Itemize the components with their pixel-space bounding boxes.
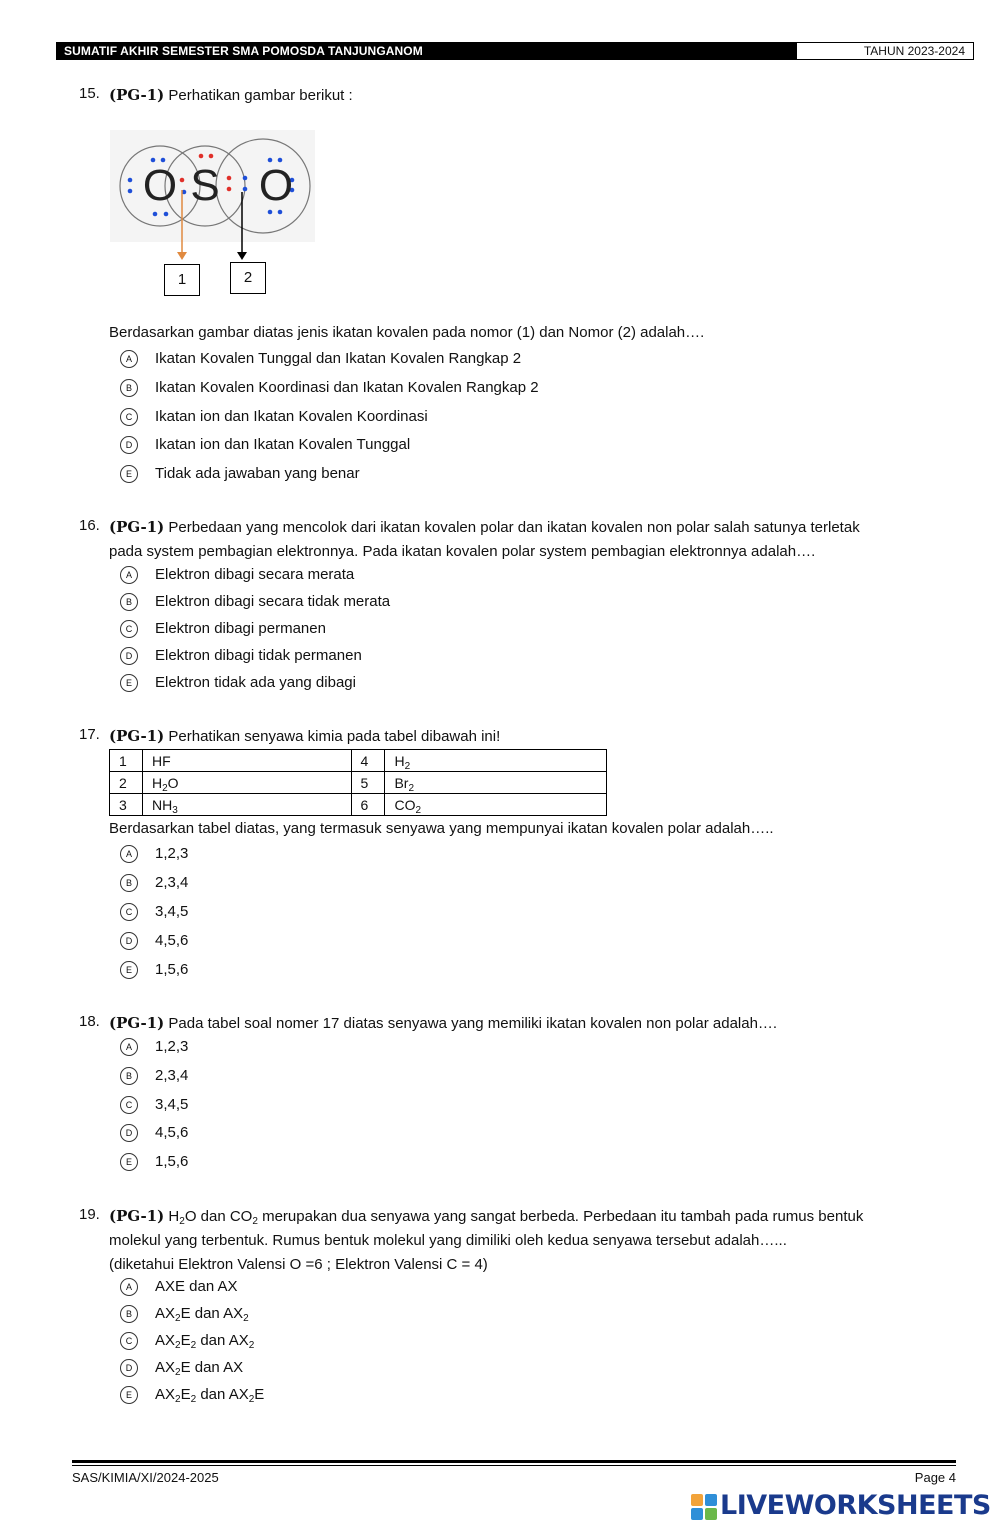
option-d[interactable]: [120, 436, 720, 462]
question-17: [79, 726, 100, 743]
question-stem-line2: molekul yang terbentuk. Rumus bentuk molekul yang dimiliki oleh kedua senyawa tersebut adalah…...: [109, 1232, 787, 1249]
option-c[interactable]: [120, 1096, 720, 1122]
table-row: [110, 794, 607, 816]
lewis-diagram-so2: [110, 130, 320, 300]
question-number: 18.: [79, 1013, 100, 1030]
cell-compound: $Br_2$: [385, 772, 607, 794]
option-letter-a[interactable]: A: [120, 1038, 138, 1056]
option-e[interactable]: [120, 961, 720, 987]
cell-compound: HF: [142, 750, 351, 772]
option-text: Tidak ada jawaban yang benar: [155, 465, 360, 482]
option-letter-a[interactable]: A: [120, 566, 138, 584]
lewis-structure-figure: [110, 130, 320, 300]
question-stem-line2: pada system pembagian elektronnya. Pada ikatan kovalen polar system pembagian elektronnya adalah….: [109, 543, 816, 560]
option-a[interactable]: [120, 1038, 720, 1064]
option-c[interactable]: [120, 1332, 720, 1358]
footer-rule-thick: [72, 1460, 956, 1463]
option-d[interactable]: [120, 647, 720, 673]
question-tag: (PG-1): [109, 727, 165, 745]
question-tag: (PG-1): [109, 86, 165, 104]
liveworksheets-logo[interactable]: [690, 1490, 990, 1524]
atom-o-right: O: [258, 161, 294, 210]
option-text: 1,2,3: [155, 845, 189, 862]
option-text: 1,5,6: [155, 1153, 189, 1170]
option-text: $AX_2E_2$ dan $AX_2$: [155, 1332, 255, 1351]
option-letter-b[interactable]: B: [120, 1305, 138, 1323]
compound-table: [109, 749, 607, 816]
option-letter-a[interactable]: A: [120, 845, 138, 863]
question-tag: (PG-1): [109, 518, 165, 536]
question-stem: Perhatikan senyawa kimia pada tabel dibawah ini!: [168, 728, 501, 745]
option-c[interactable]: [120, 408, 720, 434]
option-text: Ikatan Kovalen Tunggal dan Ikatan Kovalen Rangkap 2: [155, 350, 522, 367]
question-16-text: [109, 515, 969, 564]
cell-number: 3: [110, 794, 143, 816]
option-letter-e[interactable]: E: [120, 1386, 138, 1404]
option-text: 3,4,5: [155, 1096, 189, 1113]
option-letter-b[interactable]: B: [120, 379, 138, 397]
question-16: [79, 517, 100, 534]
question-19-text: [109, 1204, 969, 1277]
question-tag: (PG-1): [109, 1207, 165, 1225]
option-text: 4,5,6: [155, 932, 189, 949]
arrow-1-head: [177, 252, 187, 260]
cell-number: 6: [351, 794, 385, 816]
cell-compound: $H_2$: [385, 750, 607, 772]
option-letter-d[interactable]: D: [120, 1359, 138, 1377]
cell-compound: $CO_2$: [385, 794, 607, 816]
option-text: 1,5,6: [155, 961, 189, 978]
option-text: 2,3,4: [155, 874, 189, 891]
question-number: 15.: [79, 85, 100, 102]
option-text: Ikatan ion dan Ikatan Kovalen Tunggal: [155, 436, 411, 453]
question-tag: (PG-1): [109, 1014, 165, 1032]
cell-number: 1: [110, 750, 143, 772]
option-e[interactable]: [120, 674, 720, 700]
option-d[interactable]: [120, 932, 720, 958]
option-d[interactable]: [120, 1359, 720, 1385]
footer-rule-thin: [72, 1465, 956, 1466]
option-letter-a[interactable]: A: [120, 350, 138, 368]
arrow-2-head: [237, 252, 247, 260]
question-stem-line1: (PG-1) $H_2O$ dan $CO_2$ merupakan dua senyawa yang sangat berbeda. Perbedaan itu tambah pada rumus bentuk: [109, 1207, 864, 1227]
option-letter-a[interactable]: A: [120, 1278, 138, 1296]
option-text: $AX_2E$ dan $AX_2$: [155, 1305, 249, 1324]
question-number: 16.: [79, 517, 100, 534]
option-d[interactable]: [120, 1124, 720, 1150]
option-e[interactable]: [120, 465, 720, 491]
option-text: 3,4,5: [155, 903, 189, 920]
option-c[interactable]: [120, 903, 720, 929]
option-text: Elektron tidak ada yang dibagi: [155, 674, 356, 691]
option-b[interactable]: [120, 874, 720, 900]
question-17-prompt: Berdasarkan tabel diatas, yang termasuk senyawa yang mempunyai ikatan kovalen polar adalah…..: [109, 820, 774, 837]
question-17-text: [109, 724, 500, 749]
option-letter-c[interactable]: C: [120, 620, 138, 638]
liveworksheets-logo-text: LIVEWORKSHEETS: [720, 1490, 991, 1521]
option-text: Elektron dibagi secara merata: [155, 566, 355, 583]
cell-compound: $H_2O$: [142, 772, 351, 794]
atom-o-left: O: [142, 161, 178, 210]
question-stem-line1: Perbedaan yang mencolok dari ikatan kovalen polar dan ikatan kovalen non polar salah satunya terletak: [168, 519, 860, 536]
question-stem: Pada tabel soal nomer 17 diatas senyawa yang memiliki ikatan kovalen non polar adalah….: [168, 1015, 778, 1032]
option-letter-d[interactable]: D: [120, 436, 138, 454]
label-box-1: 1: [164, 264, 200, 296]
option-text: Elektron dibagi permanen: [155, 620, 326, 637]
footer-code: SAS/KIMIA/XI/2024-2025: [72, 1470, 219, 1485]
option-text: Elektron dibagi secara tidak merata: [155, 593, 391, 610]
option-text: AXE dan AX: [155, 1278, 238, 1295]
option-letter-d[interactable]: D: [120, 932, 138, 950]
question-15: [79, 85, 100, 102]
option-b[interactable]: [120, 1067, 720, 1093]
cell-number: 5: [351, 772, 385, 794]
table-row: [110, 750, 607, 772]
option-letter-e[interactable]: E: [120, 1153, 138, 1171]
option-b[interactable]: [120, 593, 720, 619]
option-c[interactable]: [120, 620, 720, 646]
cell-compound: $NH_3$: [142, 794, 351, 816]
option-letter-c[interactable]: C: [120, 408, 138, 426]
question-stem-line3: (diketahui Elektron Valensi O =6 ; Elektron Valensi C = 4): [109, 1256, 488, 1273]
option-text: 2,3,4: [155, 1067, 189, 1084]
cell-number: 4: [351, 750, 385, 772]
liveworksheets-logo-icon: [690, 1493, 718, 1521]
label-box-2: 2: [230, 262, 266, 294]
question-stem: Perhatikan gambar berikut :: [168, 87, 353, 104]
option-text: 1,2,3: [155, 1038, 189, 1055]
option-letter-b[interactable]: B: [120, 1067, 138, 1085]
question-number: 17.: [79, 726, 100, 743]
question-number: 19.: [79, 1206, 100, 1223]
option-text: Ikatan Kovalen Koordinasi dan Ikatan Kovalen Rangkap 2: [155, 379, 539, 396]
option-e[interactable]: [120, 1386, 720, 1412]
option-a[interactable]: [120, 566, 720, 592]
option-a[interactable]: [120, 845, 720, 871]
question-15-prompt: Berdasarkan gambar diatas jenis ikatan kovalen pada nomor (1) dan Nomor (2) adalah….: [109, 324, 705, 341]
footer-page-number: Page 4: [914, 1470, 956, 1485]
option-b[interactable]: [120, 379, 720, 405]
option-letter-d[interactable]: D: [120, 647, 138, 665]
option-letter-d[interactable]: D: [120, 1124, 138, 1142]
cell-number: 2: [110, 772, 143, 794]
option-letter-c[interactable]: C: [120, 1096, 138, 1114]
option-b[interactable]: [120, 1305, 720, 1331]
option-letter-c[interactable]: C: [120, 903, 138, 921]
option-e[interactable]: [120, 1153, 720, 1179]
question-19: [79, 1206, 100, 1223]
option-letter-c[interactable]: C: [120, 1332, 138, 1350]
table-row: [110, 772, 607, 794]
header-school-title: SUMATIF AKHIR SEMESTER SMA POMOSDA TANJUNGANOM: [56, 42, 796, 60]
option-text: Elektron dibagi tidak permanen: [155, 647, 362, 664]
option-a[interactable]: [120, 1278, 720, 1304]
option-letter-b[interactable]: B: [120, 874, 138, 892]
option-text: $AX_2E_2$ dan $AX_2E$: [155, 1386, 265, 1405]
option-letter-e[interactable]: E: [120, 961, 138, 979]
header-year: TAHUN 2023-2024: [796, 42, 974, 60]
atom-s: S: [190, 161, 220, 210]
option-a[interactable]: [120, 350, 720, 376]
option-letter-b[interactable]: B: [120, 593, 138, 611]
question-18-text: [109, 1011, 777, 1036]
question-18: [79, 1013, 100, 1030]
question-15-text: [109, 83, 353, 108]
option-letter-e[interactable]: E: [120, 674, 138, 692]
option-text: $AX_2E$ dan AX: [155, 1359, 244, 1378]
option-text: Ikatan ion dan Ikatan Kovalen Koordinasi: [155, 408, 428, 425]
option-letter-e[interactable]: E: [120, 465, 138, 483]
option-text: 4,5,6: [155, 1124, 189, 1141]
